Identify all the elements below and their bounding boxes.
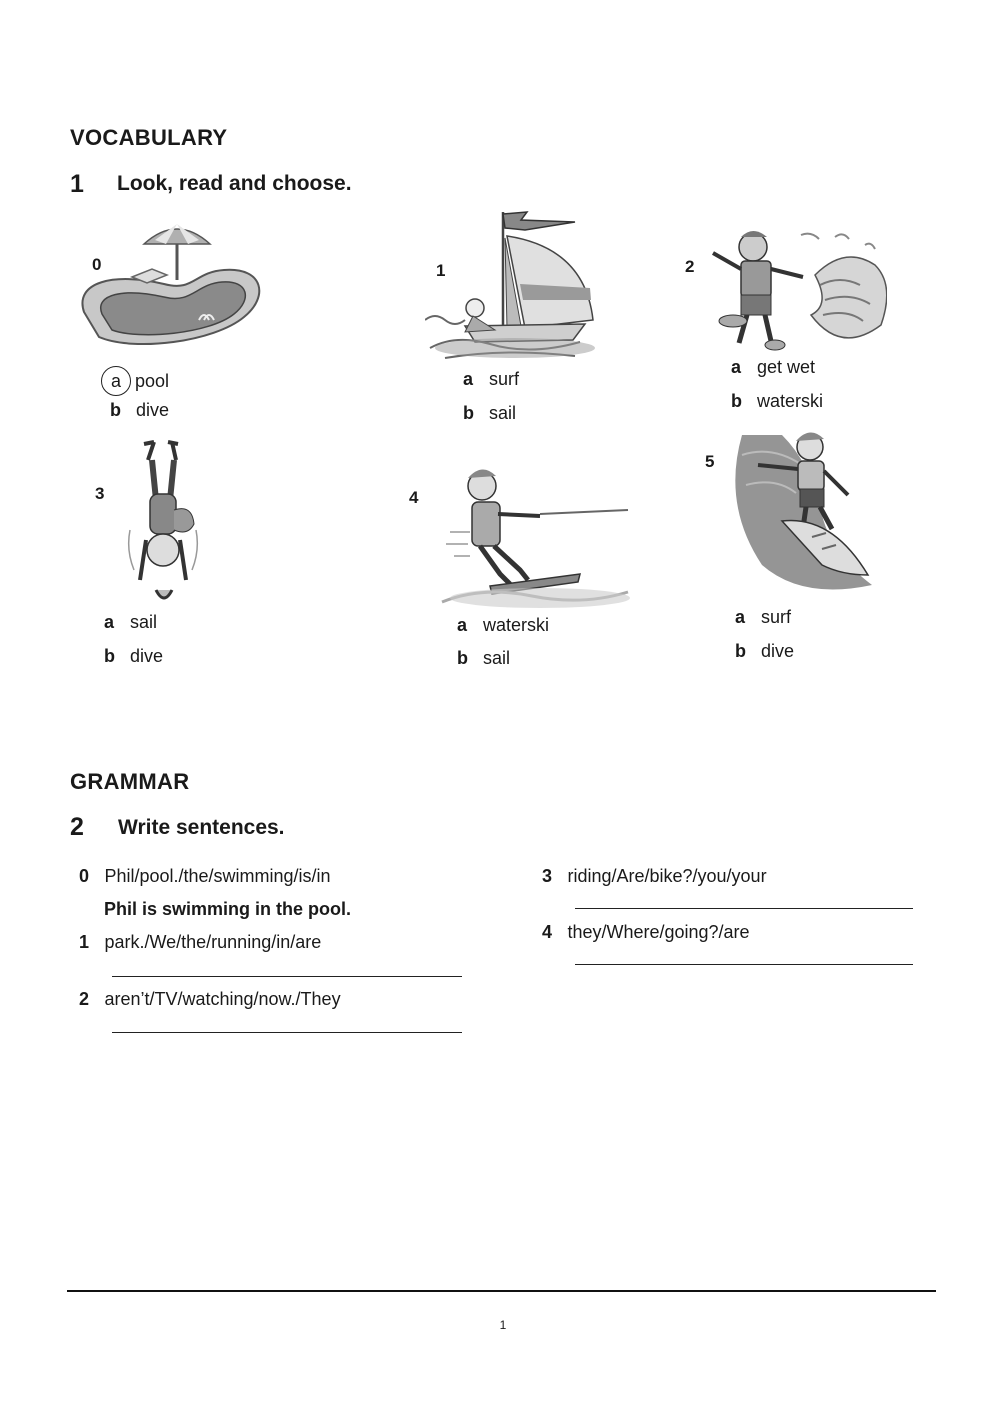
grammar-item-4-answer-line[interactable] (575, 964, 913, 965)
boy-splashed-image (705, 225, 887, 355)
page-number: 1 (499, 1318, 507, 1332)
item-0-option-b[interactable] (110, 400, 169, 421)
item-3-letter-a: a (104, 612, 115, 632)
item-5-letter-a: a (735, 607, 746, 627)
item-3-option-b-text: dive (130, 646, 164, 666)
vocabulary-heading: VOCABULARY (70, 125, 228, 150)
item-1-option-b[interactable] (463, 403, 516, 424)
grammar-item-1-prompt: park./We/the/running/in/are (104, 932, 322, 952)
exercise-1-instruction: Look, read and choose. (117, 172, 352, 195)
exercise-2-number: 2 (70, 813, 84, 841)
item-4-option-a-text: waterski (483, 615, 550, 635)
boy-waterskiing-image (440, 462, 630, 612)
sailing-boat-image (425, 208, 600, 360)
footer-divider (67, 1290, 936, 1292)
item-0-letter-b: b (110, 400, 121, 420)
item-5-option-b[interactable] (735, 641, 794, 662)
item-2-number: 2 (685, 257, 695, 276)
item-0-option-a-text: pool (135, 370, 170, 391)
grammar-item-1 (74, 932, 321, 953)
grammar-item-1-answer-line[interactable] (112, 976, 462, 977)
item-5-option-a-text: surf (761, 607, 792, 627)
item-4-option-a[interactable] (457, 615, 549, 636)
swimming-pool-image (74, 222, 266, 362)
exercise-2-instruction: Write sentences. (118, 816, 285, 839)
item-0-option-b-text: dive (136, 400, 170, 420)
exercise-1-number: 1 (70, 170, 84, 198)
grammar-item-3-answer-line[interactable] (575, 908, 913, 909)
grammar-item-4-prompt: they/Where/going?/are (567, 922, 750, 942)
item-5-number: 5 (705, 452, 715, 471)
grammar-heading: GRAMMAR (70, 769, 190, 794)
item-2-letter-b: b (731, 391, 742, 411)
grammar-item-0-answer: Phil is swimming in the pool. (104, 899, 352, 919)
grammar-item-3 (537, 866, 767, 887)
item-2-option-a-text: get wet (757, 357, 816, 377)
item-1-option-b-text: sail (489, 403, 517, 423)
item-5-letter-b: b (735, 641, 746, 661)
item-4-letter-b: b (457, 648, 468, 668)
girl-diving-image (126, 440, 200, 610)
grammar-item-3-prompt: riding/Are/bike?/you/your (567, 866, 767, 886)
item-0-letter-a-circled: a (101, 366, 131, 396)
item-5-option-a[interactable] (735, 607, 791, 628)
item-1-option-a[interactable] (463, 369, 519, 390)
grammar-item-0-prompt: Phil/pool./the/swimming/is/in (104, 866, 331, 886)
item-1-letter-b: b (463, 403, 474, 423)
grammar-item-3-number: 3 (541, 866, 552, 886)
grammar-item-2-answer-line[interactable] (112, 1032, 462, 1033)
item-1-option-a-text: surf (489, 369, 520, 389)
item-3-option-b[interactable] (104, 646, 163, 667)
item-0-option-a[interactable] (110, 366, 169, 396)
boy-surfing-image (722, 425, 882, 600)
item-4-option-b-text: sail (483, 648, 511, 668)
item-2-option-b-text: waterski (757, 391, 824, 411)
item-4-number: 4 (409, 488, 419, 507)
grammar-item-1-number: 1 (78, 932, 89, 952)
item-1-number: 1 (436, 261, 446, 280)
item-0-number: 0 (92, 255, 102, 274)
grammar-item-0 (74, 866, 331, 887)
item-3-number: 3 (95, 484, 105, 503)
grammar-item-4 (537, 922, 750, 943)
item-1-letter-a: a (463, 369, 474, 389)
item-2-option-a[interactable] (731, 357, 815, 378)
grammar-item-2-number: 2 (78, 989, 89, 1009)
grammar-item-2-prompt: aren’t/TV/watching/now./They (104, 989, 341, 1009)
grammar-item-0-number: 0 (78, 866, 89, 886)
item-3-letter-b: b (104, 646, 115, 666)
item-3-option-a-text: sail (130, 612, 158, 632)
item-5-option-b-text: dive (761, 641, 795, 661)
item-2-option-b[interactable] (731, 391, 823, 412)
item-2-letter-a: a (731, 357, 742, 377)
item-3-option-a[interactable] (104, 612, 157, 633)
item-4-letter-a: a (457, 615, 468, 635)
item-4-option-b[interactable] (457, 648, 510, 669)
grammar-item-2 (74, 989, 341, 1010)
grammar-item-4-number: 4 (541, 922, 552, 942)
